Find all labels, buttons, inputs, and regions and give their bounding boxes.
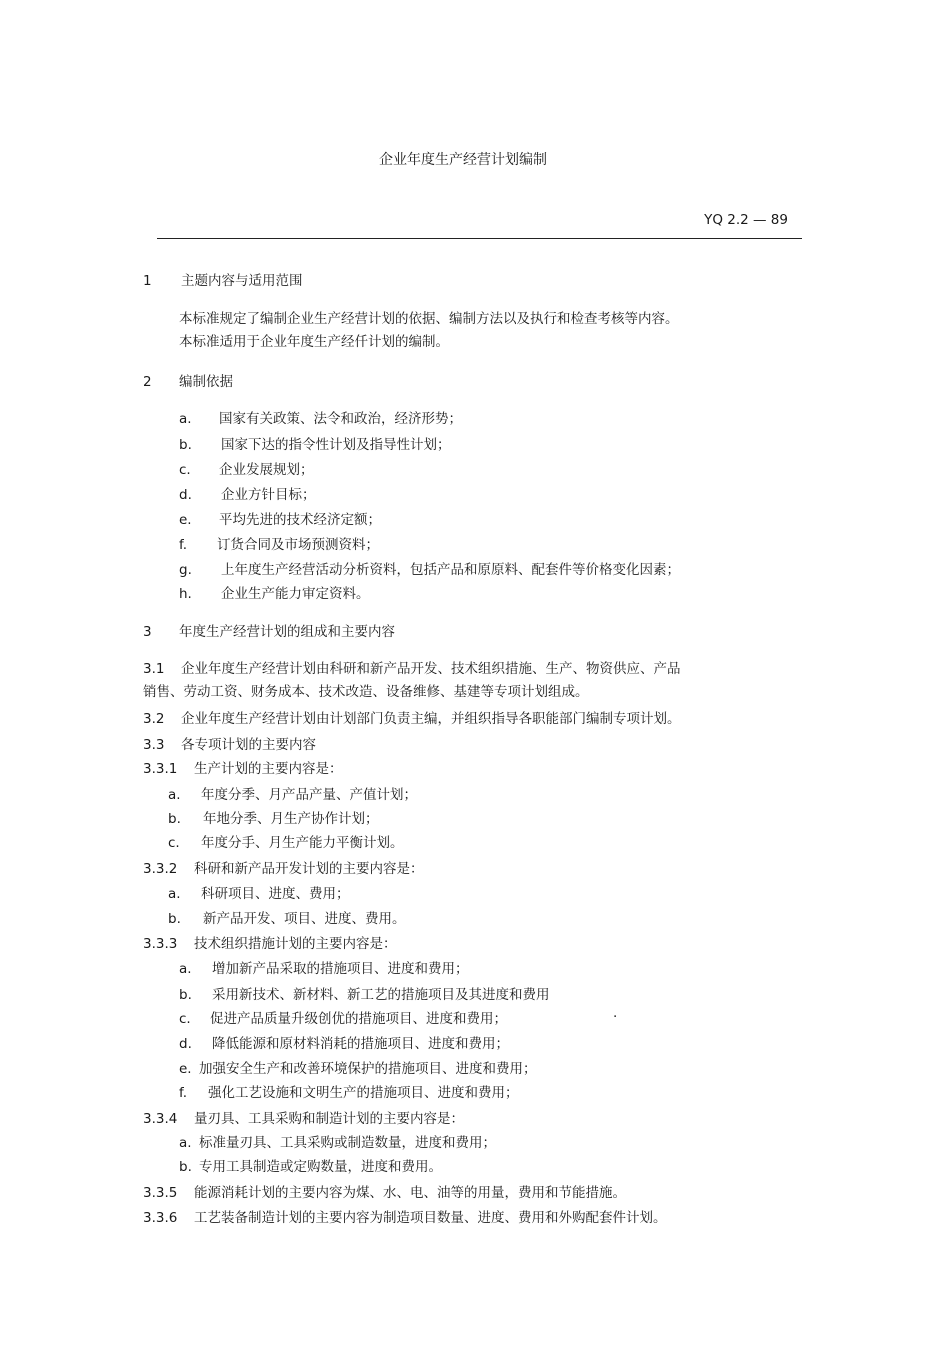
section-1-number: 1 bbox=[143, 273, 152, 289]
list-item: 上年度生产经营活动分析资料，包括产品和原原料、配套件等价格变化因素； bbox=[221, 562, 680, 578]
clause-text: 量刃具、工具采购和制造计划的主要内容是： bbox=[194, 1111, 464, 1127]
list-marker: a. bbox=[179, 411, 192, 427]
clause-number: 3.1 bbox=[143, 661, 165, 677]
section-1-heading: 主题内容与适用范围 bbox=[181, 273, 303, 289]
clause-text: 生产计划的主要内容是： bbox=[194, 761, 343, 777]
list-item: 年度分手、月生产能力平衡计划。 bbox=[201, 835, 404, 851]
list-item: 企业发展规划； bbox=[219, 462, 314, 478]
header-rule bbox=[157, 238, 802, 239]
list-marker: a. bbox=[179, 961, 192, 977]
list-item: 增加新产品采取的措施项目、进度和费用； bbox=[212, 961, 469, 977]
standard-code: YQ 2.2 — 89 bbox=[704, 212, 788, 228]
section-1-paragraph: 本标准适用于企业年度生产经仟计划的编制。 bbox=[179, 334, 449, 350]
document-title: 企业年度生产经营计划编制 bbox=[379, 152, 547, 168]
section-1-paragraph: 本标准规定了编制企业生产经营计划的依据、编制方法以及执行和检查考核等内容。 bbox=[179, 311, 679, 327]
list-marker: h. bbox=[179, 586, 192, 602]
list-item: 降低能源和原材料消耗的措施项目、进度和费用； bbox=[212, 1036, 509, 1052]
clause-number: 3.3.2 bbox=[143, 861, 178, 877]
clause-text: 各专项计划的主要内容 bbox=[181, 737, 316, 753]
list-item: 订货合同及市场预测资料； bbox=[217, 537, 379, 553]
clause-text: 技术组织措施计划的主要内容是： bbox=[194, 936, 397, 952]
list-item: 国家下达的指令性计划及指导性计划； bbox=[221, 437, 451, 453]
list-item: 企业生产能力审定资料。 bbox=[221, 586, 370, 602]
list-marker: e. bbox=[179, 512, 192, 528]
clause-number: 3.3.4 bbox=[143, 1111, 178, 1127]
list-marker: f. bbox=[179, 537, 188, 553]
list-marker: d. bbox=[179, 487, 192, 503]
list-marker: c. bbox=[179, 462, 191, 478]
list-marker: b. bbox=[179, 1159, 192, 1175]
list-marker: g. bbox=[179, 562, 192, 578]
list-item: 科研项目、进度、费用； bbox=[201, 886, 350, 902]
list-item: 国家有关政策、法令和政治，经济形势； bbox=[219, 411, 462, 427]
list-item: 采用新技术、新材料、新工艺的措施项目及其进度和费用 bbox=[212, 987, 550, 1003]
list-marker: a. bbox=[179, 1135, 192, 1151]
clause-text: 企业年度生产经营计划由计划部门负责主编，并组织指导各职能部门编制专项计划。 bbox=[181, 711, 681, 727]
clause-number: 3.3.1 bbox=[143, 761, 178, 777]
clause-number: 3.3.3 bbox=[143, 936, 178, 952]
list-item: 新产品开发、项目、进度、费用。 bbox=[203, 911, 406, 927]
list-item: 平均先进的技术经济定额； bbox=[219, 512, 381, 528]
list-item: 强化工艺设施和文明生产的措施项目、进度和费用； bbox=[208, 1085, 519, 1101]
section-3-heading: 年度生产经营计划的组成和主要内容 bbox=[179, 624, 395, 640]
section-3-number: 3 bbox=[143, 624, 152, 640]
clause-number: 3.3 bbox=[143, 737, 165, 753]
list-marker: b. bbox=[179, 437, 192, 453]
list-item: 促进产品质量升级创优的措施项目、进度和费用； bbox=[210, 1011, 507, 1027]
clause-text: 销售、劳动工资、财务成本、技术改造、设备维修、基建等专项计划组成。 bbox=[143, 684, 589, 700]
section-2-number: 2 bbox=[143, 374, 152, 390]
clause-text: 科研和新产品开发计划的主要内容是： bbox=[194, 861, 424, 877]
list-item: 年度分季、月产品产量、产值计划； bbox=[201, 787, 417, 803]
clause-text: 工艺装备制造计划的主要内容为制造项目数量、进度、费用和外购配套件计划。 bbox=[194, 1210, 667, 1226]
clause-text: 能源消耗计划的主要内容为煤、水、电、油等的用量，费用和节能措施。 bbox=[194, 1185, 626, 1201]
list-marker: b. bbox=[168, 911, 181, 927]
clause-number: 3.3.6 bbox=[143, 1210, 178, 1226]
list-marker: a. bbox=[168, 886, 181, 902]
list-marker: b. bbox=[179, 987, 192, 1003]
list-item: 标准量刃具、工具采购或制造数量，进度和费用； bbox=[199, 1135, 496, 1151]
list-marker: d. bbox=[179, 1036, 192, 1052]
list-marker: a. bbox=[168, 787, 181, 803]
list-item: 专用工具制造或定购数量，进度和费用。 bbox=[199, 1159, 442, 1175]
list-marker: c. bbox=[168, 835, 180, 851]
list-marker: f. bbox=[179, 1085, 188, 1101]
stray-dot: · bbox=[613, 1009, 618, 1025]
clause-number: 3.3.5 bbox=[143, 1185, 178, 1201]
list-item: 年地分季、月生产协作计划； bbox=[203, 811, 379, 827]
section-2-heading: 编制依据 bbox=[179, 374, 233, 390]
list-item: 企业方针目标； bbox=[221, 487, 316, 503]
list-marker: c. bbox=[179, 1011, 191, 1027]
list-item: 加强安全生产和改善环境保护的措施项目、进度和费用； bbox=[199, 1061, 537, 1077]
clause-text: 企业年度生产经营计划由科研和新产品开发、技术组织措施、生产、物资供应、产品 bbox=[181, 661, 681, 677]
clause-number: 3.2 bbox=[143, 711, 165, 727]
list-marker: e. bbox=[179, 1061, 192, 1077]
list-marker: b. bbox=[168, 811, 181, 827]
